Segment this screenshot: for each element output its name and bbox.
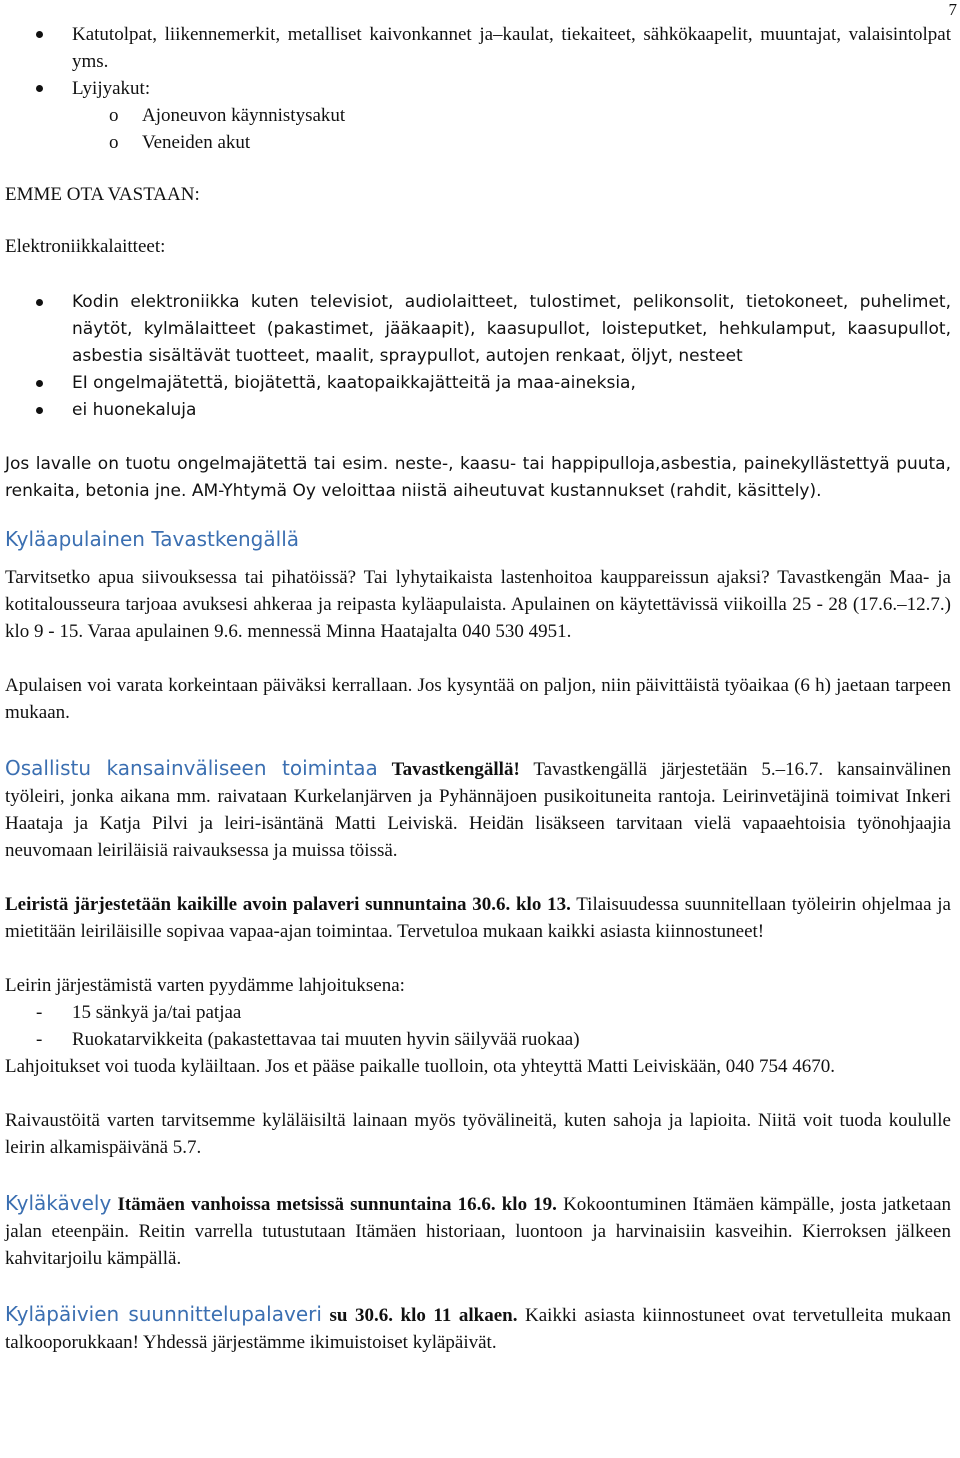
heading-international: Osallistu kansainväliseen toimintaa — [5, 756, 378, 780]
bullet-list-electronics — [5, 289, 951, 424]
paragraph — [5, 755, 951, 864]
list-item: - Ruokatarvikkeita (pakastettavaa tai muuten hyvin säilyvää ruokaa) — [5, 1026, 951, 1053]
document-page — [5, 0, 951, 1356]
list-item: Katutolpat, liikennemerkit, metalliset kaivonkannet ja–kaulat, tiekaiteet, sähkökaapelit, muuntajat, valaisintolpat yms. — [5, 21, 951, 75]
paragraph-disposal-charges: Jos lavalle on tuotu ongelmajätettä tai esim. neste-, kaasu- tai happipulloja,asbestia, painekyllästettyä puuta, renkaita, betonia jne. AM-Yhtymä Oy veloittaa niistä aiheutuvat kustannukset (rahdit, käsittely). — [5, 454, 951, 501]
paragraph-text: Tilaisuudessa suunnitellaan työleirin ohjelmaa ja mietitään leiriläisille sopivaa vapaa-ajan toimintaa. Tervetuloa mukaan kaikki asiasta kiinnostuneet! — [5, 894, 951, 942]
list-item: - 15 sänkyä ja/tai patjaa — [5, 999, 951, 1026]
paragraph-text: Tavastkengällä järjestetään 5.–16.7. kansainvälinen työleiri, jonka aikana mm. raivataan Kurkelanjärven ja Pyhännäjoen pusikoituneita rantoja. Leirinvetäjinä toimivat Inkeri Haataja ja Katja Pilvi ja leiri-isäntänä Matti Leiviskä. Heidän lisäkseen tarvitaan vielä vapaaehtoisia työnohjaajia neuvomaan leiriläisiä raivauksessa ja muissa töissä. — [5, 759, 951, 861]
list-item: EI ongelmajätettä, biojätettä, kaatopaikkajätteitä ja maa-aineksia, — [5, 370, 951, 397]
paragraph: Apulaisen voi varata korkeintaan päiväksi kerrallaan. Jos kysyntää on paljon, niin päivittäistä työaikaa (6 h) jaetaan tarpeen mukaan. — [5, 675, 951, 723]
heading-village-days: Kyläpäivien suunnittelupalaveri — [5, 1302, 322, 1326]
bold-text: Itämäen vanhoissa metsissä sunnuntaina 16.6. klo 19. — [117, 1194, 557, 1215]
paragraph: Raivaustöitä varten tarvitsemme kyläläisiltä lainaan myös työvälineitä, kuten sahoja ja lapioita. Niitä voit tuoda koululle leirin alkamispäivänä 5.7. — [5, 1110, 951, 1158]
list-item: o Veneiden akut — [5, 129, 951, 156]
paragraph-text: Kokoontuminen Itämäen kämpälle, josta jatketaan jalan eteenpäin. Reitin varrella tutustutaan Itämäen historiaan, luontoon ja harvinaisiin kasveihin. Kierroksen jälkeen kahvitarjoilu kämpällä. — [5, 1194, 952, 1269]
heading-village-helper: Kyläapulainen Tavastkengällä — [5, 527, 300, 551]
bullet-list-metals — [5, 21, 951, 102]
section-village-days — [5, 1301, 951, 1356]
section-village-helper — [5, 526, 951, 726]
page-number: 7 — [948, 0, 957, 19]
section-village-walk — [5, 1190, 951, 1272]
list-item: Lyijyakut: — [5, 75, 951, 102]
section-international — [5, 755, 951, 1161]
paragraph: Tarvitsetko apua siivouksessa tai pihatöissä? Tai lyhytaikaista lastenhoitoa kauppareissun ajaksi? Tavastkengän Maa- ja kotitalousseura tarjoaa avuksesi ahkeraa ja reipasta kyläapulaista. Apulainen on käytettävissä viikoilla 25 - 28 (17.6.–12.7.) klo 9 - 15. Varaa apulainen 9.6. mennessä Minna Haatajalta 040 530 4951. — [5, 567, 951, 642]
paragraph — [5, 891, 951, 945]
paragraph-text: Kaikki asiasta kiinnostuneet ovat tervetulleita mukaan talkooporukkaan! Yhdessä järjestämme ikimuistoiset kyläpäivät. — [5, 1305, 952, 1353]
section-label-not-accepted: EMME OTA VASTAAN: — [5, 184, 200, 205]
heading-village-walk: Kyläkävely — [5, 1191, 112, 1215]
list-item: Kodin elektroniikka kuten televisiot, audiolaitteet, tulostimet, pelikonsolit, tietokoneet, puhelimet, näytöt, kylmälaitteet (pakastimet, jääkaapit), kaasupullot, loisteputket, hehkulamput, kaasupullot, asbestia sisältävät tuotteet, maalit, spraypullot, autojen renkaat, öljyt, nesteet — [5, 289, 951, 370]
paragraph: Lahjoitukset voi tuoda kyläiltaan. Jos et pääse paikalle tuolloin, ota yhteyttä Matti Leiviskään, 040 754 4670. — [5, 1056, 836, 1077]
dash-list-donations — [5, 999, 951, 1053]
sub-list-batteries — [5, 102, 951, 156]
section-label-electronics: Elektroniikkalaitteet: — [5, 236, 166, 257]
paragraph: Leirin järjestämistä varten pyydämme lahjoituksena: — [5, 975, 405, 996]
bold-text: su 30.6. klo 11 alkaen. — [329, 1305, 518, 1326]
paragraph — [5, 1301, 951, 1356]
bold-text: Leiristä järjestetään kaikille avoin palaveri sunnuntaina 30.6. klo 13. — [5, 894, 571, 915]
list-item: o Ajoneuvon käynnistysakut — [5, 102, 951, 129]
list-item: ei huonekaluja — [5, 397, 951, 424]
paragraph — [5, 1190, 951, 1272]
bold-text: Tavastkengällä! — [391, 759, 520, 780]
